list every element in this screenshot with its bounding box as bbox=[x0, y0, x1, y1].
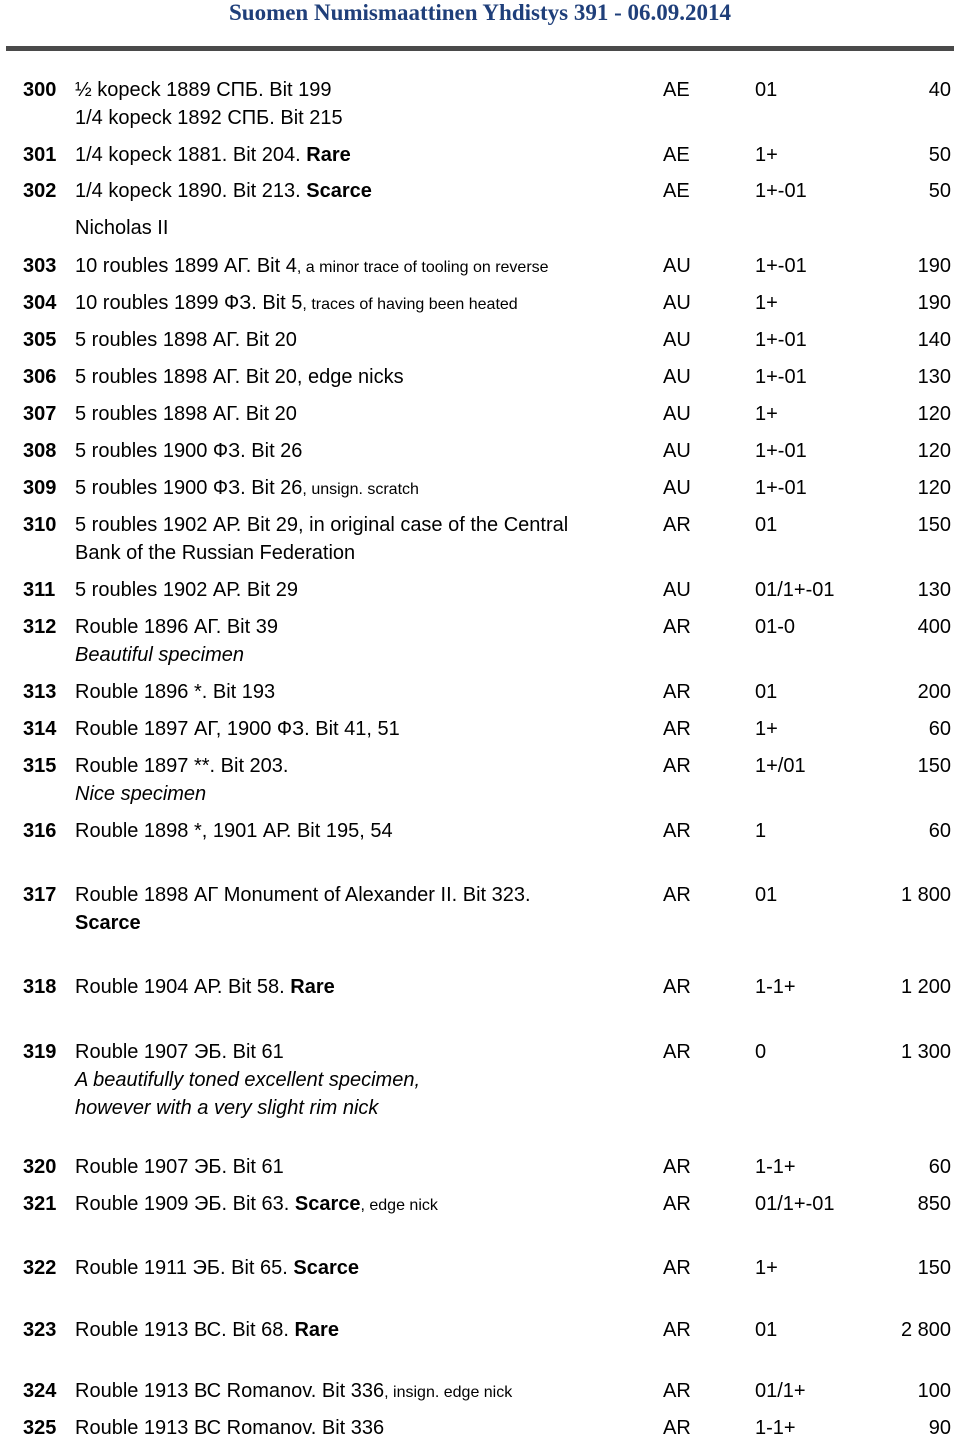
description-text: Rare bbox=[294, 1319, 339, 1341]
lot-metal: AE bbox=[663, 180, 690, 202]
description-text: 5 roubles 1900 ФЗ. Bit 26 bbox=[75, 477, 303, 499]
description-text: Bank of the Russian Federation bbox=[75, 542, 356, 564]
lot-price: 2 800 bbox=[900, 1319, 951, 1341]
lot-number: 320 bbox=[23, 1156, 57, 1178]
lot-description bbox=[75, 1316, 645, 1344]
description-text: , edge nick bbox=[360, 1197, 438, 1214]
description-line bbox=[75, 576, 645, 604]
lot-price: 60 bbox=[928, 718, 951, 740]
lot-description bbox=[75, 817, 645, 845]
lot-grade: 01 bbox=[755, 681, 778, 703]
lot-number: 323 bbox=[23, 1319, 57, 1341]
lot-metal: AR bbox=[663, 755, 691, 777]
lot-price: 150 bbox=[917, 1257, 951, 1279]
lot-price: 190 bbox=[917, 255, 951, 277]
lot-price: 120 bbox=[917, 477, 951, 499]
description-text: 5 roubles 1902 АР. Bit 29, in original case of the Central bbox=[75, 514, 569, 536]
lot-grade: 1+-01 bbox=[755, 366, 807, 388]
lot-grade: 01 bbox=[755, 884, 778, 906]
lot-price: 1 200 bbox=[900, 976, 951, 998]
lot-number: 304 bbox=[23, 292, 57, 314]
lot-number: 300 bbox=[23, 79, 57, 101]
lot-price: 50 bbox=[928, 144, 951, 166]
lot-metal: AR bbox=[663, 1257, 691, 1279]
lot-grade: 1+ bbox=[755, 144, 778, 166]
description-line bbox=[75, 363, 645, 391]
description-text: 10 roubles 1899 ФЗ. Bit 5 bbox=[75, 292, 303, 314]
lot-grade: 1-1+ bbox=[755, 1156, 796, 1178]
lot-metal: AR bbox=[663, 616, 691, 638]
lot-metal: AU bbox=[663, 440, 691, 462]
description-text: Beautiful specimen bbox=[75, 644, 244, 666]
lot-description bbox=[75, 1377, 645, 1407]
lot-description bbox=[75, 881, 645, 937]
lot-grade: 01/1+-01 bbox=[755, 1193, 835, 1215]
description-line bbox=[75, 678, 645, 706]
description-line bbox=[75, 1038, 645, 1066]
lot-price: 150 bbox=[917, 514, 951, 536]
lot-metal: AU bbox=[663, 403, 691, 425]
lot-price: 120 bbox=[917, 403, 951, 425]
description-text: Rouble 1907 ЭБ. Bit 61 bbox=[75, 1041, 284, 1063]
lot-description bbox=[75, 715, 645, 743]
description-line bbox=[75, 881, 645, 909]
description-text: Rouble 1907 ЭБ. Bit 61 bbox=[75, 1156, 284, 1178]
description-line bbox=[75, 511, 645, 539]
description-text: 5 roubles 1900 ФЗ. Bit 26 bbox=[75, 440, 303, 462]
lot-number: 310 bbox=[23, 514, 57, 536]
lot-metal: AR bbox=[663, 514, 691, 536]
description-line bbox=[75, 474, 645, 504]
lot-description bbox=[75, 437, 645, 465]
lot-grade: 1+-01 bbox=[755, 477, 807, 499]
lot-grade: 01 bbox=[755, 79, 778, 101]
lot-number: 313 bbox=[23, 681, 57, 703]
lot-price: 130 bbox=[917, 579, 951, 601]
lot-number: 314 bbox=[23, 718, 57, 740]
description-line bbox=[75, 437, 645, 465]
lot-price: 1 300 bbox=[900, 1041, 951, 1063]
lot-number: 325 bbox=[23, 1417, 57, 1439]
lot-description bbox=[75, 141, 645, 169]
lot-price: 130 bbox=[917, 366, 951, 388]
lot-description bbox=[75, 326, 645, 354]
lot-price: 100 bbox=[917, 1380, 951, 1402]
lot-description bbox=[75, 576, 645, 604]
description-text: 10 roubles 1899 АГ. Bit 4 bbox=[75, 255, 297, 277]
description-text: Scarce bbox=[75, 912, 141, 934]
description-line bbox=[75, 252, 645, 282]
description-line bbox=[75, 1414, 645, 1442]
description-line bbox=[75, 289, 645, 319]
lot-number: 321 bbox=[23, 1193, 57, 1215]
lot-price: 90 bbox=[928, 1417, 951, 1439]
lot-description bbox=[75, 1254, 645, 1282]
description-line bbox=[75, 752, 645, 780]
lot-description bbox=[75, 1190, 645, 1220]
description-line bbox=[75, 780, 645, 808]
lot-metal: AR bbox=[663, 1319, 691, 1341]
description-text: Rare bbox=[290, 976, 335, 998]
lot-number: 319 bbox=[23, 1041, 57, 1063]
lot-number: 307 bbox=[23, 403, 57, 425]
description-text: Scarce bbox=[306, 180, 372, 202]
description-line bbox=[75, 715, 645, 743]
lot-grade: 1+ bbox=[755, 718, 778, 740]
lot-number: 322 bbox=[23, 1257, 57, 1279]
description-text: Rouble 1913 ВС Romanov. Bit 336 bbox=[75, 1417, 385, 1439]
description-line bbox=[75, 973, 645, 1001]
lot-price: 50 bbox=[928, 180, 951, 202]
description-text: Rouble 1898 *, 1901 АР. Bit 195, 54 bbox=[75, 820, 393, 842]
lot-number: 305 bbox=[23, 329, 57, 351]
lot-description bbox=[75, 177, 645, 205]
lot-grade: 1+/01 bbox=[755, 755, 806, 777]
lot-grade: 1-1+ bbox=[755, 976, 796, 998]
lot-description bbox=[75, 400, 645, 428]
lot-number: 301 bbox=[23, 144, 57, 166]
lot-price: 200 bbox=[917, 681, 951, 703]
description-text: 5 roubles 1898 АГ. Bit 20 bbox=[75, 329, 297, 351]
lot-grade: 01/1+-01 bbox=[755, 579, 835, 601]
lot-description bbox=[75, 76, 645, 132]
description-line bbox=[75, 1377, 645, 1407]
description-text: , traces of having been heated bbox=[302, 296, 518, 313]
description-line bbox=[75, 817, 645, 845]
lot-metal: AU bbox=[663, 579, 691, 601]
lot-description bbox=[75, 363, 645, 391]
lot-grade: 01 bbox=[755, 1319, 778, 1341]
lot-number: 302 bbox=[23, 180, 57, 202]
lot-grade: 1+-01 bbox=[755, 440, 807, 462]
lot-grade: 1-1+ bbox=[755, 1417, 796, 1439]
description-line bbox=[75, 909, 645, 937]
lot-metal: AU bbox=[663, 255, 691, 277]
description-text: , insign. edge nick bbox=[384, 1384, 513, 1401]
lot-number: 316 bbox=[23, 820, 57, 842]
lot-number: 303 bbox=[23, 255, 57, 277]
description-text: , a minor trace of tooling on reverse bbox=[296, 259, 549, 276]
lot-price: 60 bbox=[928, 820, 951, 842]
lot-metal: AU bbox=[663, 329, 691, 351]
lot-grade: 1+-01 bbox=[755, 180, 807, 202]
lot-grade: 01/1+ bbox=[755, 1380, 806, 1402]
lot-metal: AR bbox=[663, 1380, 691, 1402]
lot-number: 311 bbox=[23, 579, 56, 601]
lot-price: 150 bbox=[917, 755, 951, 777]
lot-metal: AE bbox=[663, 144, 690, 166]
lot-metal: AU bbox=[663, 366, 691, 388]
lot-metal: AU bbox=[663, 292, 691, 314]
description-text: Rouble 1897 АГ, 1900 ФЗ. Bit 41, 51 bbox=[75, 718, 400, 740]
lot-metal: AR bbox=[663, 884, 691, 906]
description-line bbox=[75, 104, 645, 132]
description-text: Rouble 1896 АГ. Bit 39 bbox=[75, 616, 278, 638]
section-title: Nicholas II bbox=[75, 217, 169, 239]
description-line bbox=[75, 76, 645, 104]
description-line bbox=[75, 1066, 645, 1094]
description-text: 1/4 kopeck 1890. Bit 213. bbox=[75, 180, 307, 202]
description-text: Rouble 1904 АР. Bit 58. bbox=[75, 976, 291, 998]
description-line bbox=[75, 1190, 645, 1220]
description-line bbox=[75, 539, 645, 567]
lot-description bbox=[75, 752, 645, 808]
description-line bbox=[75, 613, 645, 641]
lot-description bbox=[75, 678, 645, 706]
lot-description bbox=[75, 1153, 645, 1181]
lot-grade: 1+ bbox=[755, 403, 778, 425]
lot-number: 312 bbox=[23, 616, 57, 638]
description-text: Scarce bbox=[294, 1193, 361, 1215]
description-text: 5 roubles 1898 АГ. Bit 20, edge nicks bbox=[75, 366, 404, 388]
lot-metal: AR bbox=[663, 681, 691, 703]
lot-number: 306 bbox=[23, 366, 57, 388]
description-line bbox=[75, 1094, 645, 1122]
lot-number: 315 bbox=[23, 755, 57, 777]
description-text: 1/4 kopeck 1892 СПБ. Bit 215 bbox=[75, 107, 343, 129]
description-text: , unsign. scratch bbox=[302, 481, 419, 498]
lot-price: 190 bbox=[917, 292, 951, 314]
lot-metal: AR bbox=[663, 1041, 691, 1063]
lot-grade: 1+ bbox=[755, 292, 778, 314]
header-divider bbox=[6, 46, 954, 51]
description-text: Rouble 1909 ЭБ. Bit 63. bbox=[75, 1193, 295, 1215]
lot-description bbox=[75, 613, 645, 669]
lot-price: 140 bbox=[917, 329, 951, 351]
lot-description bbox=[75, 252, 645, 282]
description-text: 5 roubles 1902 АР. Bit 29 bbox=[75, 579, 299, 601]
description-line bbox=[75, 1153, 645, 1181]
page-title: Suomen Numismaattinen Yhdistys 391 - 06.09.2014 bbox=[228, 0, 731, 25]
lot-grade: 1+-01 bbox=[755, 255, 807, 277]
description-text: Rouble 1913 ВС. Bit 68. bbox=[75, 1319, 295, 1341]
description-text: Rouble 1897 **. Bit 203. bbox=[75, 755, 289, 777]
description-text: A beautifully toned excellent specimen, bbox=[75, 1069, 421, 1091]
lot-number: 324 bbox=[23, 1380, 57, 1402]
lot-number: 308 bbox=[23, 440, 57, 462]
lot-description bbox=[75, 1038, 645, 1122]
description-text: Scarce bbox=[293, 1257, 359, 1279]
lot-description bbox=[75, 289, 645, 319]
lot-metal: AR bbox=[663, 1193, 691, 1215]
description-line bbox=[75, 177, 645, 205]
description-text: Nice specimen bbox=[75, 783, 207, 805]
lot-number: 318 bbox=[23, 976, 57, 998]
lot-price: 400 bbox=[917, 616, 951, 638]
lot-price: 60 bbox=[928, 1156, 951, 1178]
description-line bbox=[75, 141, 645, 169]
lot-metal: AR bbox=[663, 718, 691, 740]
description-line bbox=[75, 400, 645, 428]
lot-price: 120 bbox=[917, 440, 951, 462]
description-text: however with a very slight rim nick bbox=[75, 1097, 379, 1119]
lot-metal: AR bbox=[663, 1417, 691, 1439]
description-text: Rouble 1898 АГ Monument of Alexander II. Bit 323. bbox=[75, 884, 531, 906]
description-text: ½ kopeck 1889 СПБ. Bit 199 bbox=[75, 79, 332, 101]
lot-description bbox=[75, 973, 645, 1001]
lot-grade: 01-0 bbox=[755, 616, 796, 638]
lot-price: 40 bbox=[928, 79, 951, 101]
lot-price: 850 bbox=[917, 1193, 951, 1215]
description-line bbox=[75, 1254, 645, 1282]
lot-metal: AR bbox=[663, 976, 691, 998]
lot-metal: AU bbox=[663, 477, 691, 499]
lot-metal: AR bbox=[663, 1156, 691, 1178]
description-text: Rouble 1911 ЭБ. Bit 65. bbox=[75, 1257, 294, 1279]
description-text: Rare bbox=[306, 144, 351, 166]
description-text: 5 roubles 1898 АГ. Bit 20 bbox=[75, 403, 297, 425]
lot-description bbox=[75, 511, 645, 567]
lot-grade: 1+ bbox=[755, 1257, 778, 1279]
lot-number: 317 bbox=[23, 884, 57, 906]
description-line bbox=[75, 326, 645, 354]
description-text: 1/4 kopeck 1881. Bit 204. bbox=[75, 144, 307, 166]
lot-description bbox=[75, 1414, 645, 1442]
description-text: Rouble 1913 ВС Romanov. Bit 336 bbox=[75, 1380, 385, 1402]
lot-grade: 01 bbox=[755, 514, 778, 536]
lot-grade: 0 bbox=[755, 1041, 767, 1063]
description-line bbox=[75, 1316, 645, 1344]
lot-number: 309 bbox=[23, 477, 57, 499]
description-text: Rouble 1896 *. Bit 193 bbox=[75, 681, 276, 703]
lot-metal: AR bbox=[663, 820, 691, 842]
lot-grade: 1+-01 bbox=[755, 329, 807, 351]
lot-grade: 1 bbox=[755, 820, 767, 842]
description-line bbox=[75, 641, 645, 669]
lot-description bbox=[75, 474, 645, 504]
lot-price: 1 800 bbox=[900, 884, 951, 906]
lot-metal: AE bbox=[663, 79, 690, 101]
